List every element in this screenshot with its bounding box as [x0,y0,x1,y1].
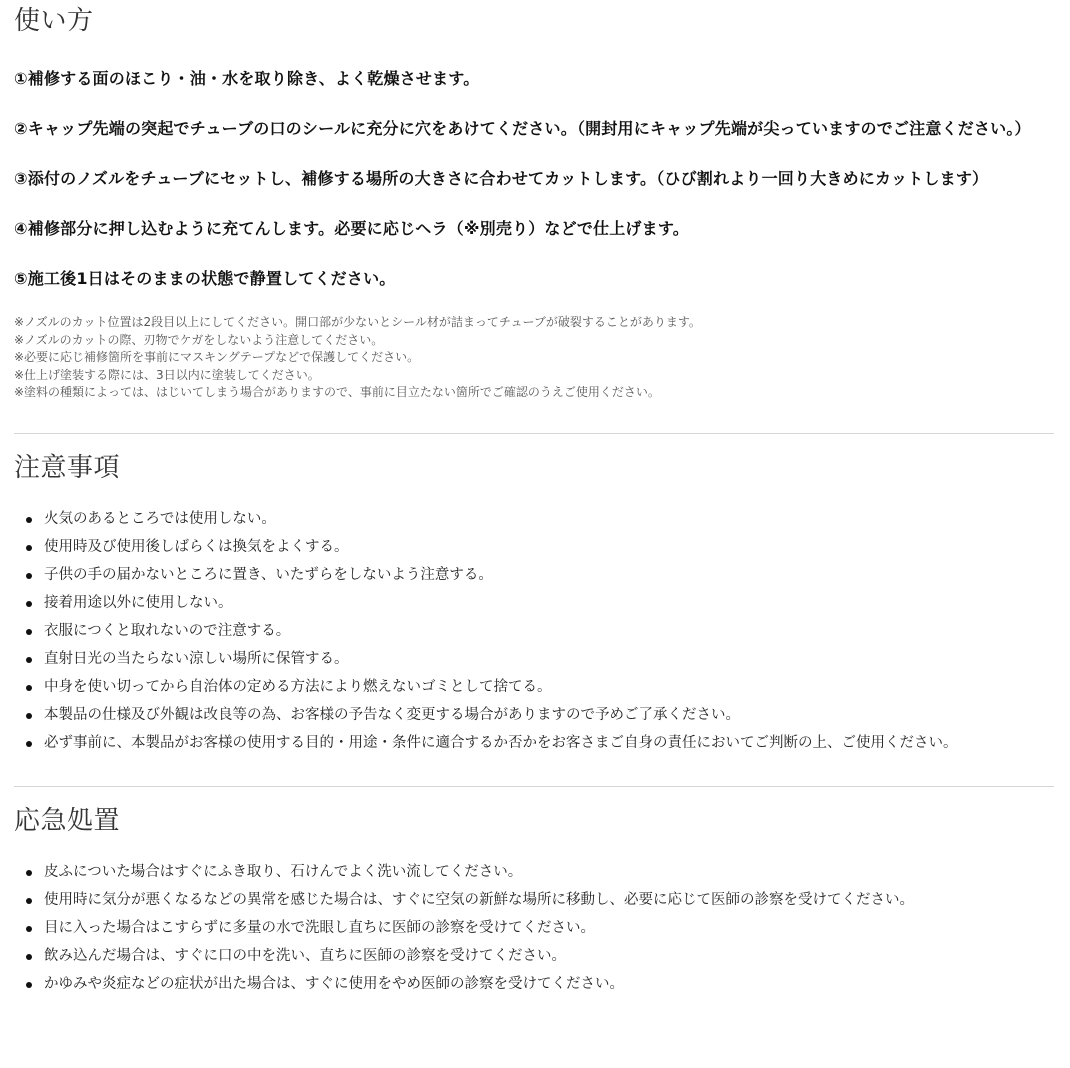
usage-note-5: ※塗料の種類によっては、はじいてしまう場合がありますので、事前に目立たない箇所でご確認のうえご使用ください。 [14,385,660,399]
first-aid-item: 使用時に気分が悪くなるなどの異常を感じた場合は、すぐに空気の新鮮な場所に移動し、必要に応じて医師の診察を受けてください。 [14,886,1054,914]
usage-step-3: ③添付のノズルをチューブにセットし、補修する場所の大きさに合わせてカットします。（ひび割れより一回り大きめにカットします） [14,169,989,188]
caution-item: 衣服につくと取れないので注意する。 [14,617,1054,645]
caution-item: 本製品の仕様及び外観は改良等の為、お客様の予告なく変更する場合がありますので予めご了承ください。 [14,701,1054,729]
first-aid-heading: 応急処置 [14,805,121,836]
section-divider [14,786,1054,787]
section-divider [14,433,1054,434]
caution-item: 必ず事前に、本製品がお客様の使用する目的・用途・条件に適合するか否かをお客さまご自身の責任においてご判断の上、ご使用ください。 [14,729,1054,757]
caution-item: 接着用途以外に使用しない。 [14,589,1054,617]
usage-notes [14,314,1054,402]
usage-step-5: ⑤施工後1日はそのままの状態で静置してください。 [14,269,396,288]
first-aid-item: 目に入った場合はこすらずに多量の水で洗眼し直ちに医師の診察を受けてください。 [14,914,1054,942]
usage-heading: 使い方 [14,6,94,36]
caution-heading: 注意事項 [14,452,121,483]
caution-item: 火気のあるところでは使用しない。 [14,505,1054,533]
usage-note-2: ※ノズルのカットの際、刃物でケガをしないよう注意してください。 [14,332,384,347]
usage-note-1: ※ノズルのカット位置は2段目以上にしてください。開口部が少ないとシール材が詰まってチューブが破裂することがあります。 [14,315,701,329]
caution-item: 使用時及び使用後しばらくは換気をよくする。 [14,533,1054,561]
first-aid-list [14,858,1054,998]
usage-steps [14,66,1054,292]
usage-section [14,4,1054,402]
first-aid-item: 皮ふについた場合はすぐにふき取り、石けんでよく洗い流してください。 [14,858,1054,886]
caution-section [14,451,1054,757]
usage-note-4: ※仕上げ塗装する際には、3日以内に塗装してください。 [14,367,320,382]
caution-list [14,505,1054,757]
caution-item: 中身を使い切ってから自治体の定める方法により燃えないゴミとして捨てる。 [14,673,1054,701]
first-aid-item: 飲み込んだ場合は、すぐに口の中を洗い、直ちに医師の診察を受けてください。 [14,942,1054,970]
caution-item: 子供の手の届かないところに置き、いたずらをしないよう注意する。 [14,561,1054,589]
usage-note-3: ※必要に応じ補修箇所を事前にマスキングテープなどで保護してください。 [14,350,420,364]
first-aid-section [14,804,1054,998]
usage-step-1: ①補修する面のほこり・油・水を取り除き、よく乾燥させます。 [14,69,480,88]
usage-step-2: ②キャップ先端の突起でチューブの口のシールに充分に穴をあけてください。（開封用にキャップ先端が尖っていますのでご注意ください。） [14,119,1031,138]
first-aid-item: かゆみや炎症などの症状が出た場合は、すぐに使用をやめ医師の診察を受けてください。 [14,970,1054,998]
caution-item: 直射日光の当たらない涼しい場所に保管する。 [14,645,1054,673]
usage-step-4: ④補修部分に押し込むように充てんします。必要に応じヘラ（※別売り）などで仕上げます。 [14,219,689,238]
